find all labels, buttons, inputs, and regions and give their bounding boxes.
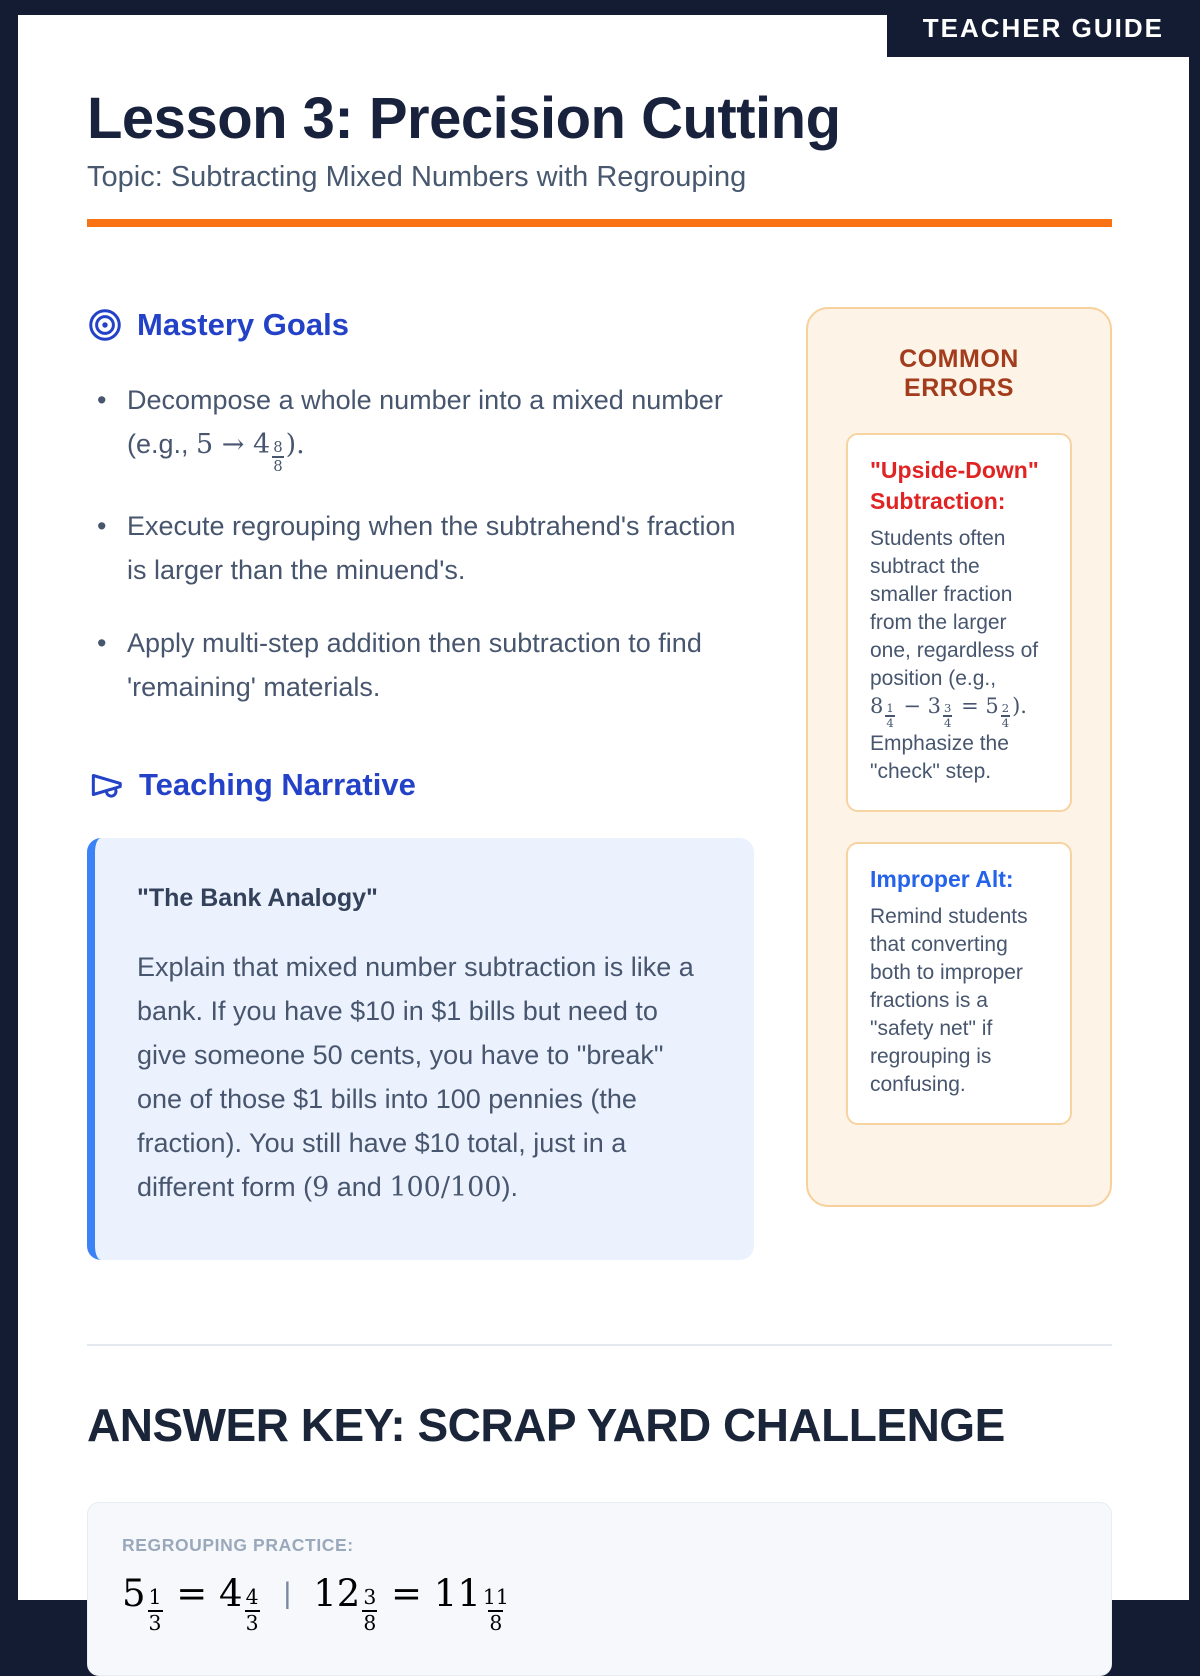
document-sheet (18, 15, 1189, 1635)
error-card-title: Improper Alt: (870, 866, 1014, 893)
goal-item: • Decompose a whole number into a mixed number (e.g., 5 → 4 $\frac{8}{8}$ ). (87, 379, 754, 475)
bank-analogy-card (87, 838, 754, 1260)
goal-list (87, 379, 754, 710)
bank-analogy-title: "The Bank Analogy" (137, 883, 378, 912)
teacher-guide-badge (887, 0, 1200, 57)
practice-label: REGROUPING PRACTICE: (122, 1534, 354, 1555)
goal-item: • Execute regrouping when the subtrahend's fraction is larger than the minuend's. (87, 505, 754, 592)
error-card-title: "Upside-Down" Subtraction: (870, 457, 1039, 515)
main-columns (87, 307, 1112, 1260)
error-card-improper-alt (846, 842, 1072, 1125)
orange-divider (87, 219, 1112, 227)
lesson-content-column (87, 307, 754, 1260)
common-errors-panel (806, 307, 1112, 1207)
goal-item: • Apply multi-step addition then subtraction to find 'remaining' materials. (87, 622, 754, 709)
mastery-goals-heading (87, 307, 754, 343)
megaphone-icon (87, 766, 125, 804)
page-title: Lesson 3: Precision Cutting (87, 86, 841, 151)
teacher-guide-label: TEACHER GUIDE (922, 13, 1164, 43)
teaching-narrative-heading (87, 766, 754, 804)
target-icon (87, 307, 123, 343)
error-card-body: Students often subtract the smaller fraction from the larger one, regardless of position (e.g., 8 $\frac{1}{4}$ − 3 $\frac{3}{4}$ = 5 $\frac{2}{4}$ ). Emphasize the "check" step. (870, 527, 1039, 784)
bank-analogy-body: Explain that mixed number subtraction is like a bank. If you have $10 in $1 bills but need to give someone 50 cents, you have to "break" one of those $1 bills into 100 pennies (the fraction). You still have $10 total, just in a different form (9 and 100/100). (137, 951, 694, 1203)
error-card-body: Remind students that converting both to improper fractions is a "safety net" if regrouping is confusing. (870, 905, 1028, 1096)
mastery-goals-label: Mastery Goals (137, 307, 349, 343)
section-divider (87, 1344, 1112, 1346)
practice-equation: 5 $\frac{1}{3}$ = 4 $\frac{4}{3}$ | 12 $\frac{3}{8}$ = 11 $\frac{11}{8}$ (122, 1571, 509, 1635)
common-errors-heading: COMMON ERRORS (899, 345, 1019, 403)
practice-box (87, 1502, 1112, 1676)
page-subtitle: Topic: Subtracting Mixed Numbers with Regrouping (87, 161, 747, 194)
answer-key-heading: ANSWER KEY: SCRAP YARD CHALLENGE (87, 1398, 1005, 1451)
teaching-narrative-label: Teaching Narrative (139, 766, 416, 802)
error-card-upside-down (846, 433, 1072, 812)
